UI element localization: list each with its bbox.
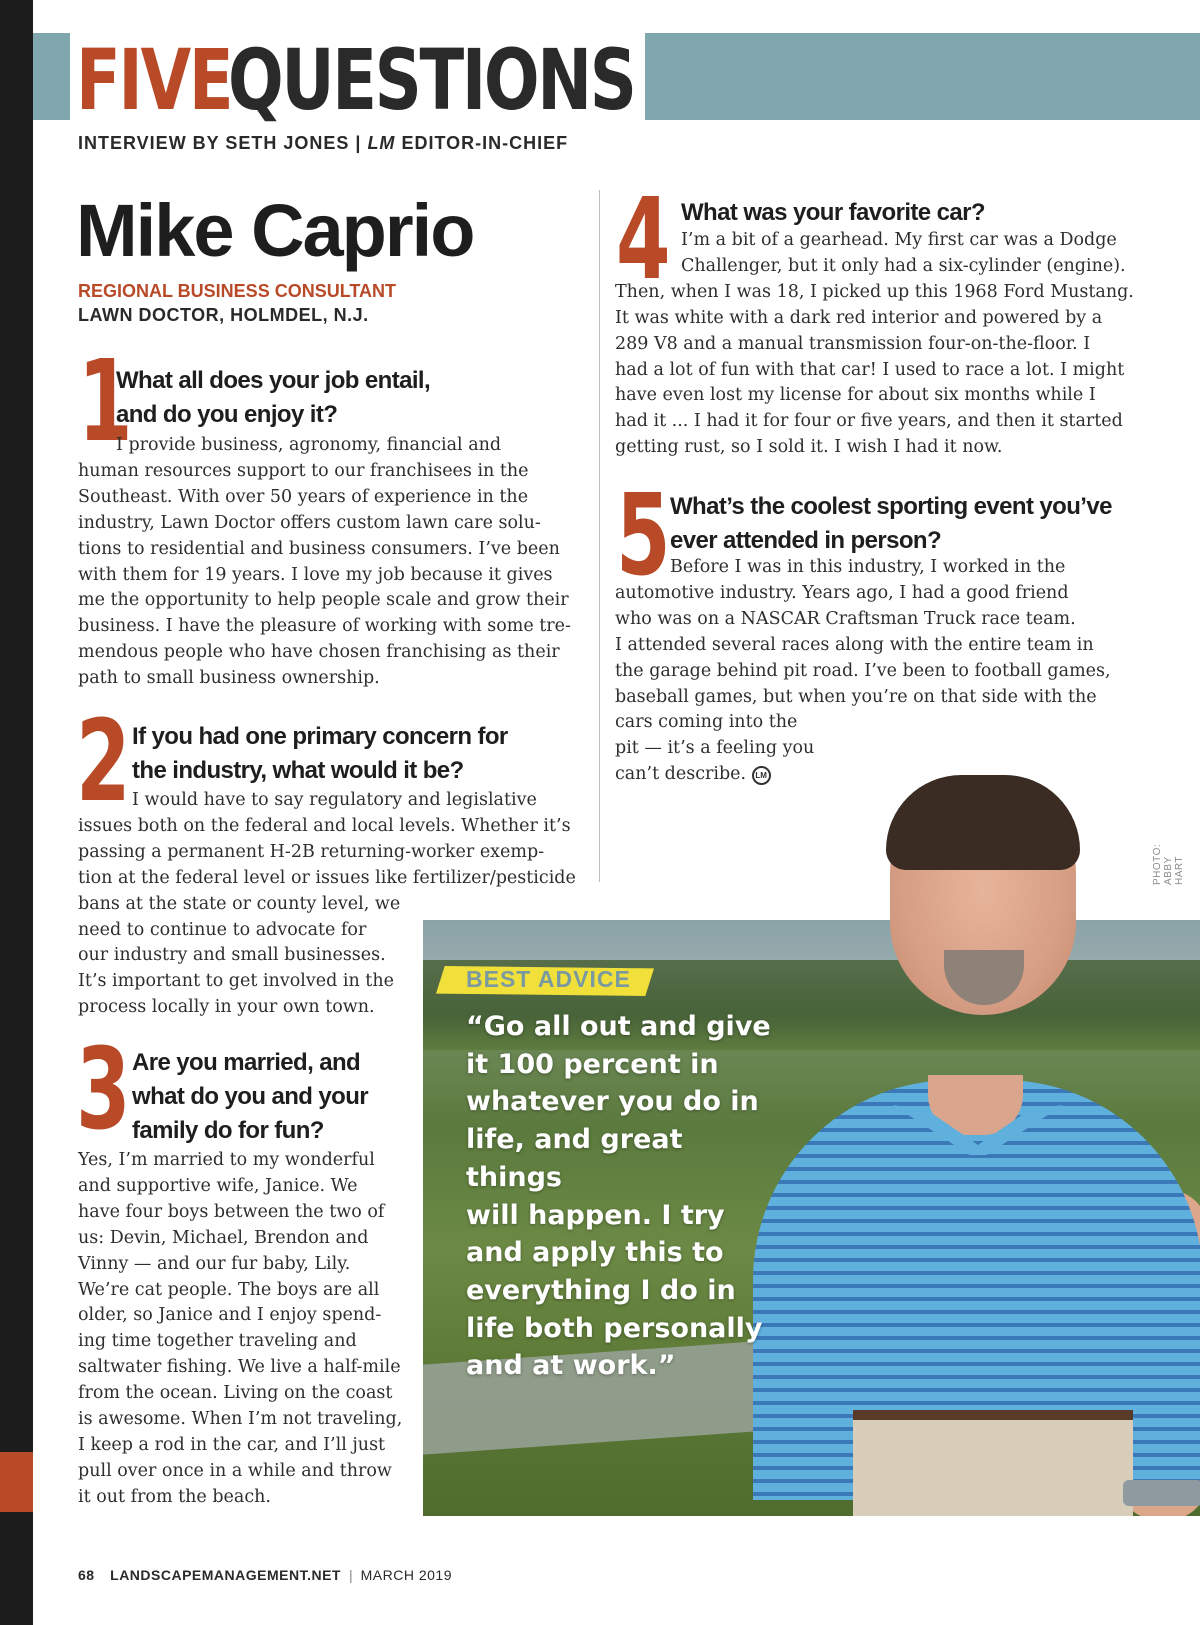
answer-line: had it ... I had it for four or five years, and then it started	[615, 411, 1123, 432]
quote-line: life, and great things	[466, 1124, 683, 1193]
answer-line: had a lot of fun with that car! I used to race a lot. I might	[615, 359, 1125, 380]
byline-prefix: INTERVIEW BY SETH JONES |	[78, 133, 368, 153]
photo-pants	[853, 1420, 1133, 1516]
answer-line: I’m a bit of a gearhead. My first car was a Dodge	[681, 230, 1117, 250]
photo-watch	[1123, 1480, 1200, 1506]
question-1-line: and do you enjoy it?	[116, 401, 338, 428]
answer-line: cars coming into the	[615, 712, 798, 733]
quote-line: will happen. I try	[466, 1199, 725, 1231]
answer-line: It was white with a dark red interior and powered by a	[615, 307, 1103, 328]
answer-line: pit — it’s a feeling you	[615, 738, 815, 759]
question-1-heading	[116, 364, 430, 432]
answer-line: getting rust, so I sold it. I wish I had it now.	[615, 437, 1003, 458]
answer-line: Then, when I was 18, I picked up this 1968 Ford Mustang.	[615, 281, 1134, 302]
answer-line: 289 V8 and a manual transmission four-on-the-floor. I	[615, 333, 1091, 354]
footer-site-link[interactable]: LANDSCAPEMANAGEMENT.NET	[110, 1567, 341, 1583]
page-footer	[78, 1567, 452, 1583]
question-number-1: 1	[78, 337, 133, 467]
question-4-heading	[681, 196, 985, 230]
answer-line: us: Devin, Michael, Brendon and	[78, 1227, 369, 1248]
profile-company: LAWN DOCTOR, HOLMDEL, N.J.	[78, 305, 369, 325]
answer-line: bans at the state or county level, we	[78, 893, 401, 914]
answer-line: baseball games, but when you’re on that side with the	[615, 686, 1097, 707]
lm-end-mark-icon: LM	[752, 766, 771, 785]
answer-line: Challenger, but it only had a six-cylinder (engine).	[681, 255, 1126, 276]
question-2-heading	[132, 720, 508, 788]
question-number-2: 2	[76, 697, 131, 827]
photo-head-area	[878, 765, 1088, 1110]
byline-suffix: EDITOR-IN-CHIEF	[395, 133, 569, 153]
question-number-3: 3	[76, 1025, 131, 1155]
question-3-heading	[132, 1046, 368, 1148]
quote-line: “Go all out and give	[466, 1011, 771, 1042]
answer-line: is awesome. When I’m not traveling,	[78, 1409, 403, 1430]
answer-line: automotive industry. Years ago, I had a good friend	[615, 582, 1069, 603]
answer-line: mendous people who have chosen franchising as their	[78, 642, 560, 663]
footer-separator: |	[348, 1567, 353, 1583]
footer-date: MARCH 2019	[360, 1567, 452, 1583]
answer-line: pull over once in a while and throw	[78, 1460, 392, 1481]
answer-line: business. I have the pleasure of working with some tre-	[78, 616, 571, 637]
answer-line: the garage behind pit road. I’ve been to football games,	[615, 660, 1111, 681]
answer-4	[615, 228, 1135, 461]
answer-line: I provide business, agronomy, financial and	[116, 435, 502, 455]
question-number-4: 4	[616, 175, 671, 305]
answer-line: industry, Lawn Doctor offers custom lawn care solu-	[78, 512, 541, 533]
answer-line: Vinny — and our fur baby, Lily.	[78, 1253, 351, 1274]
answer-line: It’s important to get involved in the	[78, 971, 394, 992]
best-advice-label: BEST ADVICE	[466, 966, 631, 992]
answer-line: from the ocean. Living on the coast	[78, 1383, 393, 1404]
question-2-line: the industry, what would it be?	[132, 757, 464, 784]
answer-line: I keep a rod in the car, and I’ll just	[78, 1434, 386, 1455]
answer-line: who was on a NASCAR Craftsman Truck race team.	[615, 608, 1076, 629]
answer-line: with them for 19 years. I love my job because it gives	[78, 564, 553, 585]
answer-line: have even lost my license for about six months while I	[615, 385, 1096, 406]
question-3-line: what do you and your	[132, 1083, 369, 1110]
question-3-line: Are you married, and	[132, 1049, 361, 1076]
answer-line: Southeast. With over 50 years of experience in the	[78, 486, 529, 507]
photo-credit: PHOTO: ABBY HART	[1152, 843, 1185, 885]
answer-5	[615, 555, 1135, 788]
answer-last-text: can’t describe.	[615, 764, 747, 785]
answer-3	[78, 1148, 418, 1511]
question-1-line: What all does your job entail,	[116, 367, 431, 394]
answer-line: saltwater fishing. We live a half-mile	[78, 1357, 401, 1378]
answer-line: it out from the beach.	[78, 1486, 271, 1507]
quote-line: everything I do in	[466, 1274, 736, 1306]
profile-title: REGIONAL BUSINESS CONSULTANT	[78, 281, 397, 301]
page-number: 68	[78, 1567, 95, 1583]
question-number-5: 5	[616, 471, 671, 601]
left-edge-rule	[0, 0, 33, 1625]
question-3-line: family do for fun?	[132, 1117, 324, 1144]
answer-line: I attended several races along with the entire team in	[615, 634, 1094, 655]
answer-line: process locally in your own town.	[78, 997, 375, 1018]
answer-line: older, so Janice and I enjoy spend-	[78, 1305, 382, 1326]
photo-hair	[886, 775, 1080, 870]
question-5-line: What’s the coolest sporting event you’ve	[670, 493, 1112, 520]
quote-line: it 100 percent in	[466, 1048, 719, 1080]
question-5-heading	[670, 490, 1112, 558]
question-2-line: If you had one primary concern for	[132, 723, 508, 750]
answer-line: Yes, I’m married to my wonderful	[78, 1150, 375, 1170]
title-questions: QUESTIONS	[228, 31, 635, 129]
answer-line: path to small business ownership.	[78, 668, 380, 689]
answer-line: We’re cat people. The boys are all	[78, 1279, 380, 1300]
answer-line: issues both on the federal and local levels. Whether it’s	[78, 815, 571, 836]
quote-line: and at work.”	[466, 1350, 676, 1382]
left-edge-accent	[0, 1452, 33, 1512]
answer-line: tion at the federal level or issues like fertilizer/pesticide	[78, 867, 576, 888]
question-4-line: What was your favorite car?	[681, 199, 985, 226]
answer-line: I would have to say regulatory and legislative	[132, 790, 537, 810]
best-advice-quote	[466, 1008, 776, 1385]
byline	[78, 133, 568, 154]
question-5-line: ever attended in person?	[670, 527, 941, 554]
column-divider	[599, 190, 600, 882]
profile-name: Mike Caprio	[76, 189, 474, 272]
answer-line: have four boys between the two of	[78, 1201, 385, 1222]
quote-line: and apply this to	[466, 1237, 724, 1269]
answer-line: tions to residential and business consumers. I’ve been	[78, 538, 560, 559]
byline-publication: LM	[367, 133, 396, 153]
quote-line: life both personally	[466, 1312, 763, 1344]
answer-line: Before I was in this industry, I worked in the	[670, 557, 1066, 577]
answer-line: our industry and small businesses.	[78, 945, 386, 966]
answer-line: me the opportunity to help people scale and grow their	[78, 590, 569, 611]
answer-line: human resources support to our franchisees in the	[78, 460, 529, 481]
answer-1	[78, 433, 598, 692]
quote-line: whatever you do in	[466, 1086, 759, 1118]
answer-line: ing time together traveling and	[78, 1331, 357, 1352]
answer-line: and supportive wife, Janice. We	[78, 1175, 358, 1196]
title-five: FIVE	[76, 31, 232, 129]
answer-line: need to continue to advocate for	[78, 919, 367, 940]
answer-line: passing a permanent H-2B returning-worker exemp-	[78, 841, 545, 862]
